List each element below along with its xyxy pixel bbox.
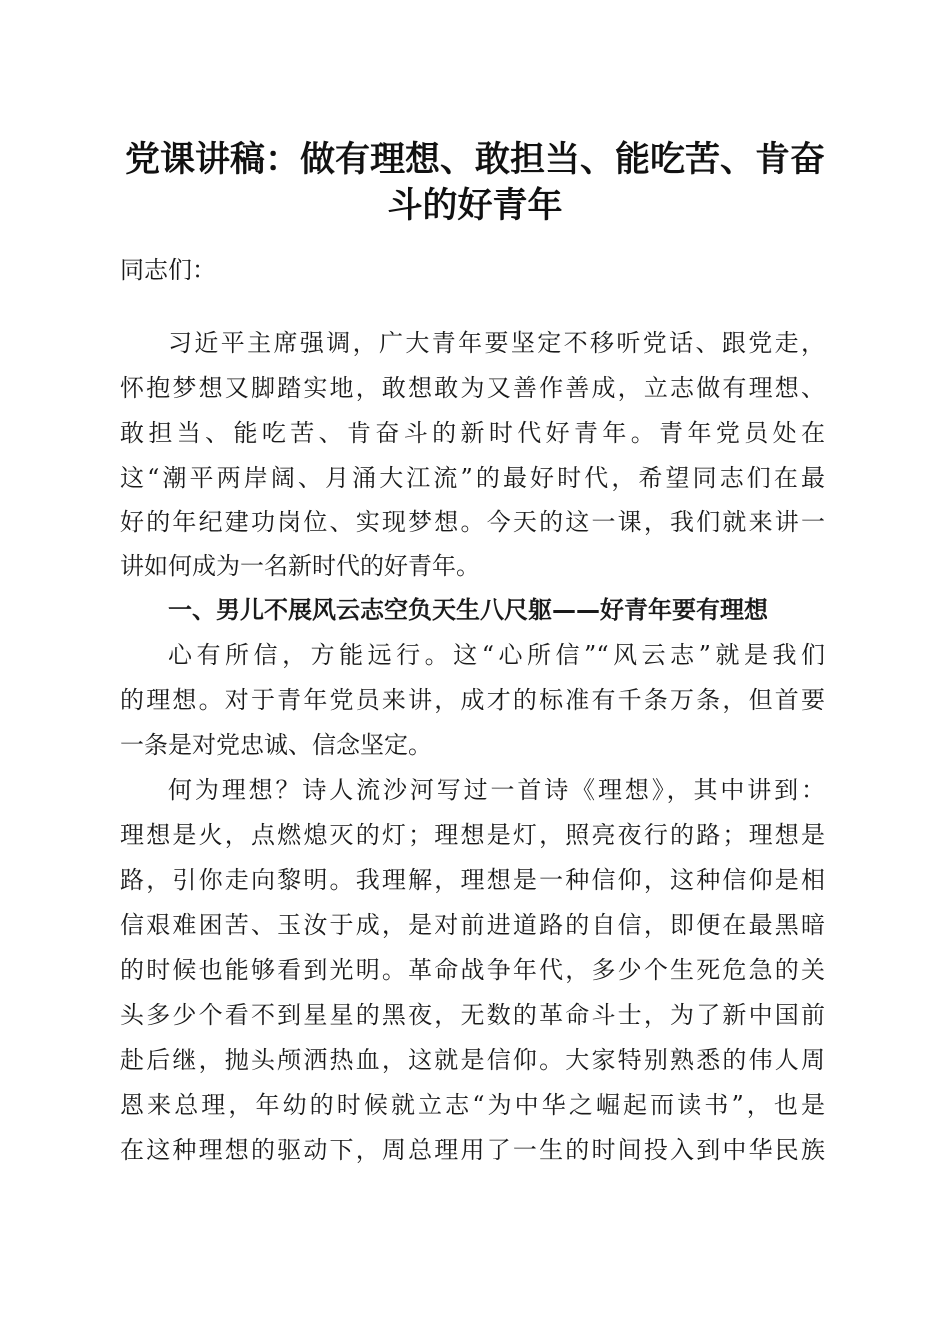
- paragraph-2-line: 的理想。对于青年党员来讲，成才的标准有千条万条，但首要: [120, 686, 825, 714]
- section-1-heading: 一、男儿不展风云志空负天生八尺躯——好青年要有理想: [168, 596, 768, 624]
- paragraph-3-line: 恩来总理，年幼的时候就立志“为中华之崛起而读书”，也是: [120, 1091, 825, 1119]
- paragraph-3-line: 在这种理想的驱动下，周总理用了一生的时间投入到中华民族: [120, 1136, 825, 1164]
- document-title-line-2: 斗的好青年: [387, 185, 563, 226]
- paragraph-3-line: 信艰难困苦、玉汝于成，是对前进道路的自信，即便在最黑暗: [120, 911, 825, 939]
- paragraph-1-line: 敢担当、能吃苦、肯奋斗的新时代好青年。青年党员处在: [120, 419, 825, 447]
- paragraph-3-line: 的时候也能够看到光明。革命战争年代，多少个生死危急的关: [120, 956, 825, 984]
- paragraph-3-line: 头多少个看不到星星的黑夜，无数的革命斗士，为了新中国前: [120, 1001, 825, 1029]
- paragraph-3-line: 何为理想？诗人流沙河写过一首诗《理想》，其中讲到：: [168, 776, 825, 804]
- paragraph-3-line: 赴后继，抛头颅洒热血，这就是信仰。大家特别熟悉的伟人周: [120, 1046, 825, 1074]
- paragraph-2-line: 心有所信，方能远行。这“心所信”“风云志”就是我们: [168, 641, 825, 669]
- paragraph-1-line: 习近平主席强调，广大青年要坚定不移听党话、跟党走，: [168, 329, 825, 357]
- salutation: 同志们：: [120, 256, 216, 284]
- paragraph-3-line: 路，引你走向黎明。我理解，理想是一种信仰，这种信仰是相: [120, 866, 825, 894]
- paragraph-2-line: 一条是对党忠诚、信念坚定。: [120, 731, 432, 759]
- paragraph-3-line: 理想是火，点燃熄灭的灯；理想是灯，照亮夜行的路；理想是: [120, 821, 825, 849]
- paragraph-1-line: 怀抱梦想又脚踏实地，敢想敢为又善作善成，立志做有理想、: [120, 374, 825, 402]
- document-title-line-1: 党课讲稿：做有理想、敢担当、能吃苦、肯奋: [124, 139, 825, 180]
- paragraph-1-line: 好的年纪建功岗位、实现梦想。今天的这一课，我们就来讲一: [120, 508, 825, 536]
- paragraph-1-line: 这“潮平两岸阔、月涌大江流”的最好时代，希望同志们在最: [120, 464, 825, 492]
- paragraph-1-line: 讲如何成为一名新时代的好青年。: [120, 552, 480, 580]
